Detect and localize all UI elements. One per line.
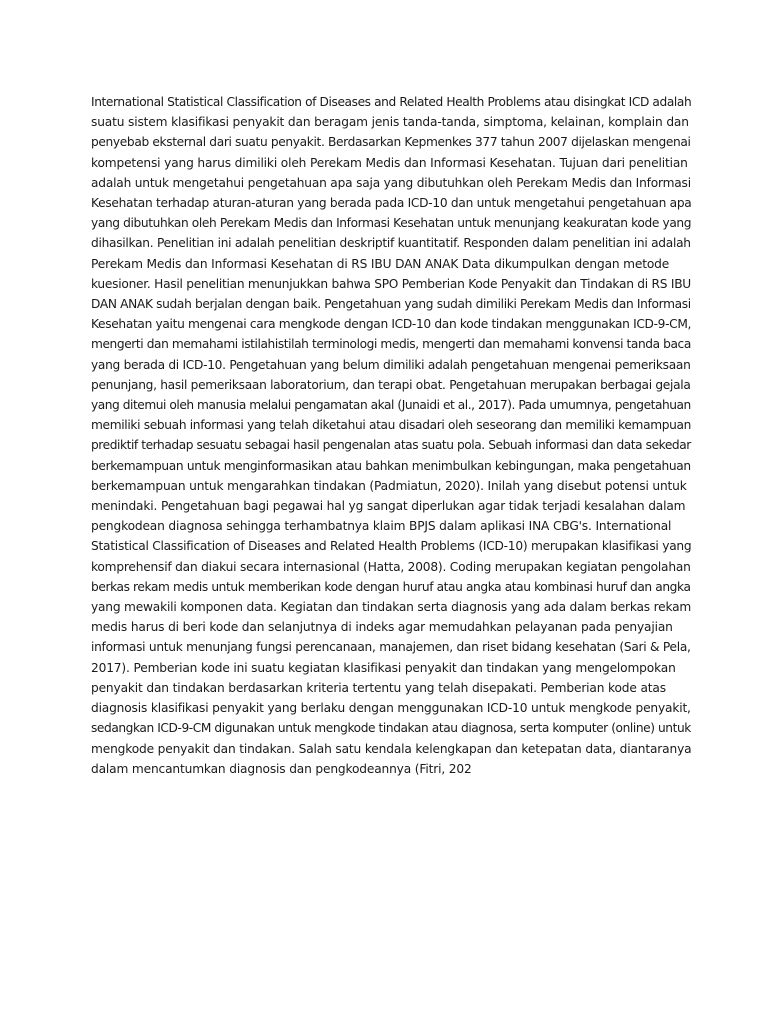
paragraph-line: yang ditemui oleh manusia melalui pengamatan akal (Junaidi et al., 2017). Pada umumnya, pengetahuan	[91, 398, 691, 413]
paragraph-line: suatu sistem klasifikasi penyakit dan beragam jenis tanda-tanda, simptoma, kelainan, komplain dan	[91, 115, 689, 130]
paragraph-line: yang dibutuhkan oleh Perekam Medis dan Informasi Kesehatan untuk menunjang keakuratan kode yang	[91, 216, 692, 231]
body-paragraph	[91, 92, 691, 779]
paragraph-line: yang mewakili komponen data. Kegiatan dan tindakan serta diagnosis yang ada dalam berkas rekam	[91, 600, 692, 615]
paragraph-line: informasi untuk menunjang fungsi perencanaan, manajemen, dan riset bidang kesehatan (Sari & Pela,	[91, 640, 691, 655]
paragraph-line: Perekam Medis dan Informasi Kesehatan di RS IBU DAN ANAK Data dikumpulkan dengan metode	[91, 256, 670, 271]
paragraph-line: Kesehatan yaitu mengenai cara mengkode dengan ICD-10 dan kode tindakan menggunakan ICD-9-CM,	[91, 317, 692, 332]
paragraph-line: kompetensi yang harus dimiliki oleh Perekam Medis dan Informasi Kesehatan. Tujuan dari penelitian	[91, 155, 688, 170]
paragraph-line: pengkodean diagnosa sehingga terhambatnya klaim BPJS dalam aplikasi INA CBG's. International	[91, 519, 672, 534]
paragraph-line: diagnosis klasifikasi penyakit yang berlaku dengan menggunakan ICD-10 untuk mengkode penyakit,	[91, 701, 691, 716]
paragraph-line: DAN ANAK sudah berjalan dengan baik. Pengetahuan yang sudah dimiliki Perekam Medis dan Informasi	[91, 297, 691, 312]
paragraph-line: penyakit dan tindakan berdasarkan kriteria tertentu yang telah disepakati. Pemberian kode atas	[91, 680, 666, 695]
paragraph-line: berkemampuan untuk mengarahkan tindakan (Padmiatun, 2020). Inilah yang disebut potensi untuk	[91, 478, 687, 493]
paragraph-line: adalah untuk mengetahui pengetahuan apa saja yang dibutuhkan oleh Perekam Medis dan Informasi	[91, 175, 691, 190]
paragraph-line: penyebab eksternal dari suatu penyakit. Berdasarkan Kepmenkes 377 tahun 2007 dijelaskan mengenai	[91, 135, 691, 150]
paragraph-line: dalam mencantumkan diagnosis dan pengkodeannya (Fitri, 202	[91, 761, 472, 776]
paragraph-line: kuesioner. Hasil penelitian menunjukkan bahwa SPO Pemberian Kode Penyakit dan Tindakan di RS IBU	[91, 276, 691, 291]
paragraph-line: sedangkan ICD-9-CM digunakan untuk mengkode tindakan atau diagnosa, serta komputer (online) untuk	[91, 721, 691, 736]
paragraph-line: medis harus di beri kode dan selanjutnya di indeks agar memudahkan pelayanan pada penyajian	[91, 620, 673, 635]
paragraph-line: Kesehatan terhadap aturan-aturan yang berada pada ICD-10 dan untuk mengetahui pengetahuan apa	[91, 196, 692, 211]
paragraph-line: menindaki. Pengetahuan bagi pegawai hal yg sangat diperlukan agar tidak terjadi kesalahan dalam	[91, 499, 686, 514]
paragraph-line: memiliki sebuah informasi yang telah diketahui atau disadari oleh seseorang dan memiliki kemampuan	[91, 418, 692, 433]
paragraph-line: prediktif terhadap sesuatu sebagai hasil pengenalan atas suatu pola. Sebuah informasi dan data sekedar	[91, 438, 691, 453]
paragraph-line: berkemampuan untuk menginformasikan atau bahkan menimbulkan kebingungan, maka pengetahuan	[91, 458, 691, 473]
paragraph-line: penunjang, hasil pemeriksaan laboratorium, dan terapi obat. Pengetahuan merupakan berbagai gejala	[91, 377, 691, 392]
paragraph-line: mengerti dan memahami istilahistilah terminologi medis, mengerti dan memahami konvensi tanda baca	[91, 337, 691, 352]
paragraph-line: komprehensif dan diakui secara internasional (Hatta, 2008). Coding merupakan kegiatan pengolahan	[91, 559, 691, 574]
paragraph-line: yang berada di ICD-10. Pengetahuan yang belum dimiliki adalah pengetahuan mengenai pemeriksaan	[91, 357, 691, 372]
paragraph-line: berkas rekam medis untuk memberikan kode dengan huruf atau angka atau kombinasi huruf dan angka	[91, 579, 691, 594]
paragraph-line: 2017). Pemberian kode ini suatu kegiatan klasifikasi penyakit dan tindakan yang mengelompokan	[91, 660, 676, 675]
paragraph-line: dihasilkan. Penelitian ini adalah penelitian deskriptif kuantitatif. Responden dalam penelitian ini adalah	[91, 236, 691, 251]
paragraph-line: Statistical Classification of Diseases and Related Health Problems (ICD-10) merupakan klasifikasi yang	[91, 539, 692, 554]
paragraph-line: mengkode penyakit dan tindakan. Salah satu kendala kelengkapan dan ketepatan data, diantaranya	[91, 741, 692, 756]
paragraph-line: International Statistical Classification of Diseases and Related Health Problems atau disingkat ICD adalah	[91, 95, 692, 109]
